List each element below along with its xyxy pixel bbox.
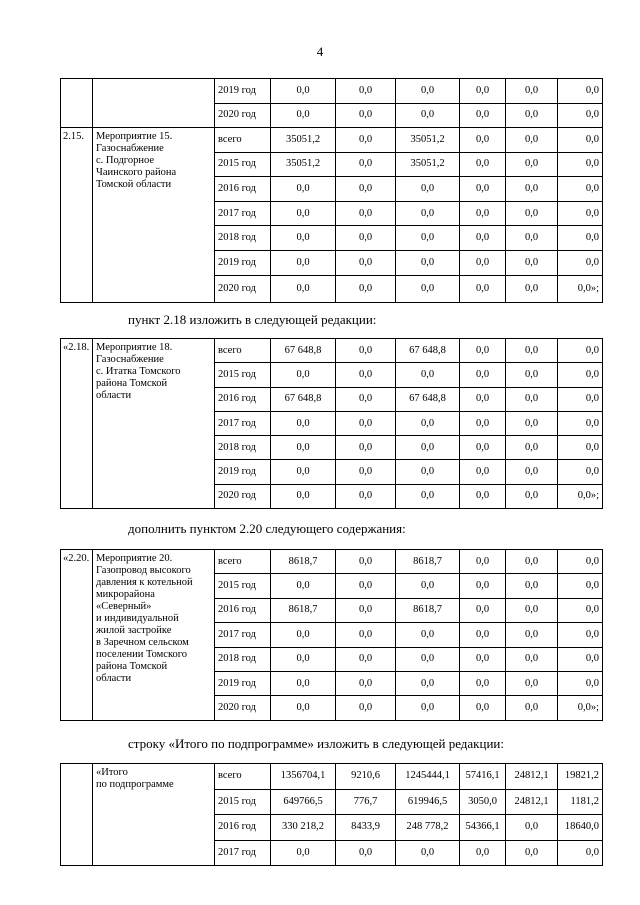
value-cell: 35051,2 bbox=[271, 128, 336, 153]
value-cell: 18640,0 bbox=[558, 815, 603, 841]
value-cell: 0,0 bbox=[396, 79, 460, 104]
period-label: 2019 год bbox=[215, 671, 271, 695]
value-cell: 0,0 bbox=[506, 574, 558, 598]
value-cell: 0,0 bbox=[271, 79, 336, 104]
value-cell: 0,0 bbox=[396, 460, 460, 484]
value-cell: 0,0 bbox=[460, 598, 506, 622]
value-cell: 0,0 bbox=[558, 460, 603, 484]
value-cell: 0,0 bbox=[271, 436, 336, 460]
value-cell: 0,0 bbox=[460, 363, 506, 387]
value-cell: 0,0 bbox=[336, 79, 396, 104]
item-code: 2.15. bbox=[61, 128, 93, 303]
item-name bbox=[93, 550, 215, 721]
value-cell: 0,0 bbox=[558, 177, 603, 202]
period-label: 2018 год bbox=[215, 436, 271, 460]
funding-table bbox=[60, 78, 603, 128]
value-cell: 0,0 bbox=[558, 201, 603, 226]
period-label: 2015 год bbox=[215, 574, 271, 598]
value-cell: 24812,1 bbox=[506, 789, 558, 815]
value-cell: 0,0 bbox=[336, 460, 396, 484]
period-label: 2016 год bbox=[215, 387, 271, 411]
table-row bbox=[61, 550, 603, 574]
value-cell: 0,0 bbox=[396, 623, 460, 647]
value-cell: 0,0 bbox=[396, 411, 460, 435]
value-cell: 0,0 bbox=[271, 411, 336, 435]
value-cell: 0,0 bbox=[558, 387, 603, 411]
value-cell: 0,0 bbox=[396, 201, 460, 226]
value-cell: 0,0 bbox=[506, 339, 558, 363]
value-cell: 0,0 bbox=[460, 201, 506, 226]
value-cell: 0,0 bbox=[336, 598, 396, 622]
value-cell: 0,0 bbox=[506, 152, 558, 177]
instruction-text: строку «Итого по подпрограмме» изложить в следующей редакции: bbox=[128, 736, 504, 751]
value-cell: 0,0 bbox=[558, 671, 603, 695]
value-cell: 0,0 bbox=[336, 363, 396, 387]
value-cell: 0,0 bbox=[506, 598, 558, 622]
period-label: 2017 год bbox=[215, 840, 271, 866]
period-label: 2017 год bbox=[215, 411, 271, 435]
value-cell: 0,0 bbox=[506, 275, 558, 303]
value-cell: 0,0 bbox=[460, 411, 506, 435]
value-cell: 0,0 bbox=[396, 647, 460, 671]
value-cell: 57416,1 bbox=[460, 764, 506, 790]
value-cell: 8618,7 bbox=[271, 598, 336, 622]
value-cell: 0,0 bbox=[460, 152, 506, 177]
period-label: 2018 год bbox=[215, 226, 271, 251]
value-cell: 0,0 bbox=[558, 840, 603, 866]
period-label: 2020 год bbox=[215, 103, 271, 128]
period-label: 2018 год bbox=[215, 647, 271, 671]
value-cell: 0,0 bbox=[336, 387, 396, 411]
value-cell: 0,0 bbox=[396, 484, 460, 508]
value-cell: 0,0 bbox=[460, 250, 506, 275]
value-cell: 0,0 bbox=[271, 840, 336, 866]
value-cell: 0,0 bbox=[558, 128, 603, 153]
value-cell: 0,0»; bbox=[558, 484, 603, 508]
item-name-line: Газопровод высокого bbox=[96, 565, 191, 576]
item-code: «2.20. bbox=[61, 550, 93, 721]
value-cell: 0,0 bbox=[460, 550, 506, 574]
period-label: 2020 год bbox=[215, 484, 271, 508]
value-cell: 649766,5 bbox=[271, 789, 336, 815]
value-cell: 0,0 bbox=[460, 574, 506, 598]
value-cell: 0,0 bbox=[506, 436, 558, 460]
value-cell: 0,0 bbox=[396, 840, 460, 866]
value-cell: 0,0 bbox=[396, 436, 460, 460]
period-label: 2019 год bbox=[215, 79, 271, 104]
table-row bbox=[61, 79, 603, 104]
item-code bbox=[61, 764, 93, 866]
value-cell: 0,0 bbox=[506, 128, 558, 153]
instruction-text: дополнить пунктом 2.20 следующего содержания: bbox=[128, 521, 406, 536]
value-cell: 0,0 bbox=[271, 647, 336, 671]
item-name bbox=[93, 79, 215, 128]
value-cell: 0,0 bbox=[336, 623, 396, 647]
item-name bbox=[93, 764, 215, 866]
value-cell: 0,0 bbox=[336, 574, 396, 598]
value-cell: 24812,1 bbox=[506, 764, 558, 790]
period-label: 2017 год bbox=[215, 201, 271, 226]
value-cell: 0,0 bbox=[558, 574, 603, 598]
item-name-line: Мероприятие 20. bbox=[96, 553, 173, 564]
item-name-line: района Томской bbox=[96, 378, 168, 389]
value-cell: 67 648,8 bbox=[396, 339, 460, 363]
value-cell: 8618,7 bbox=[396, 550, 460, 574]
value-cell: 0,0 bbox=[396, 363, 460, 387]
value-cell: 0,0 bbox=[460, 275, 506, 303]
item-name-line: Газоснабжение bbox=[96, 354, 164, 365]
value-cell: 0,0 bbox=[506, 460, 558, 484]
value-cell: 0,0 bbox=[396, 574, 460, 598]
value-cell: 0,0 bbox=[460, 436, 506, 460]
value-cell: 0,0 bbox=[396, 177, 460, 202]
value-cell: 54366,1 bbox=[460, 815, 506, 841]
value-cell: 0,0 bbox=[396, 671, 460, 695]
value-cell: 0,0 bbox=[460, 339, 506, 363]
value-cell: 0,0 bbox=[271, 201, 336, 226]
item-name-line: с. Подгорное bbox=[96, 155, 154, 166]
value-cell: 0,0 bbox=[271, 623, 336, 647]
item-name-line: «Северный» bbox=[96, 601, 152, 612]
value-cell: 0,0 bbox=[460, 128, 506, 153]
value-cell: 0,0 bbox=[336, 647, 396, 671]
value-cell: 0,0 bbox=[506, 840, 558, 866]
value-cell: 0,0 bbox=[558, 623, 603, 647]
value-cell: 619946,5 bbox=[396, 789, 460, 815]
value-cell: 0,0 bbox=[506, 79, 558, 104]
period-label: 2016 год bbox=[215, 598, 271, 622]
value-cell: 0,0 bbox=[396, 275, 460, 303]
period-label: 2016 год bbox=[215, 815, 271, 841]
item-name-line: с. Итатка Томского bbox=[96, 366, 181, 377]
period-label: всего bbox=[215, 764, 271, 790]
value-cell: 0,0 bbox=[460, 696, 506, 720]
value-cell: 35051,2 bbox=[396, 128, 460, 153]
value-cell: 0,0 bbox=[336, 550, 396, 574]
value-cell: 0,0 bbox=[506, 387, 558, 411]
value-cell: 0,0 bbox=[460, 103, 506, 128]
item-name-line: в Заречном сельском bbox=[96, 637, 189, 648]
item-name bbox=[93, 339, 215, 509]
table-row bbox=[61, 128, 603, 153]
value-cell: 1356704,1 bbox=[271, 764, 336, 790]
value-cell: 0,0 bbox=[336, 152, 396, 177]
value-cell: 0,0 bbox=[396, 103, 460, 128]
item-code: «2.18. bbox=[61, 339, 93, 509]
value-cell: 0,0 bbox=[271, 460, 336, 484]
value-cell: 0,0 bbox=[336, 275, 396, 303]
value-cell: 248 778,2 bbox=[396, 815, 460, 841]
value-cell: 8618,7 bbox=[396, 598, 460, 622]
value-cell: 776,7 bbox=[336, 789, 396, 815]
value-cell: 0,0»; bbox=[558, 696, 603, 720]
value-cell: 67 648,8 bbox=[396, 387, 460, 411]
period-label: всего bbox=[215, 550, 271, 574]
value-cell: 0,0 bbox=[506, 550, 558, 574]
item-name-line: поселении Томского bbox=[96, 649, 188, 660]
value-cell: 0,0»; bbox=[558, 275, 603, 303]
item-name-line: области bbox=[96, 390, 132, 401]
value-cell: 35051,2 bbox=[396, 152, 460, 177]
value-cell: 0,0 bbox=[558, 79, 603, 104]
value-cell: 3050,0 bbox=[460, 789, 506, 815]
value-cell: 19821,2 bbox=[558, 764, 603, 790]
value-cell: 0,0 bbox=[271, 484, 336, 508]
value-cell: 0,0 bbox=[271, 275, 336, 303]
period-label: 2019 год bbox=[215, 250, 271, 275]
value-cell: 0,0 bbox=[460, 387, 506, 411]
value-cell: 0,0 bbox=[336, 436, 396, 460]
value-cell: 0,0 bbox=[460, 177, 506, 202]
item-name-line: и индивидуальной bbox=[96, 613, 179, 624]
value-cell: 0,0 bbox=[506, 103, 558, 128]
period-label: 2020 год bbox=[215, 275, 271, 303]
value-cell: 1245444,1 bbox=[396, 764, 460, 790]
value-cell: 0,0 bbox=[336, 484, 396, 508]
value-cell: 0,0 bbox=[336, 226, 396, 251]
funding-table bbox=[60, 127, 603, 303]
period-label: 2015 год bbox=[215, 789, 271, 815]
item-name-line: жилой застройке bbox=[96, 625, 172, 636]
funding-table bbox=[60, 549, 603, 721]
item-code bbox=[61, 79, 93, 128]
value-cell: 0,0 bbox=[271, 671, 336, 695]
table-row bbox=[61, 339, 603, 363]
value-cell: 0,0 bbox=[336, 411, 396, 435]
item-name-line: Газоснабжение bbox=[96, 143, 164, 154]
value-cell: 0,0 bbox=[558, 250, 603, 275]
value-cell: 0,0 bbox=[336, 177, 396, 202]
period-label: 2019 год bbox=[215, 460, 271, 484]
value-cell: 0,0 bbox=[336, 339, 396, 363]
value-cell: 8433,9 bbox=[336, 815, 396, 841]
value-cell: 9210,6 bbox=[336, 764, 396, 790]
value-cell: 0,0 bbox=[336, 103, 396, 128]
value-cell: 0,0 bbox=[271, 103, 336, 128]
value-cell: 67 648,8 bbox=[271, 339, 336, 363]
period-label: 2017 год bbox=[215, 623, 271, 647]
value-cell: 0,0 bbox=[460, 671, 506, 695]
value-cell: 0,0 bbox=[460, 460, 506, 484]
item-name-line: давления к котельной bbox=[96, 577, 193, 588]
value-cell: 0,0 bbox=[396, 250, 460, 275]
item-name-line: микрорайона bbox=[96, 589, 155, 600]
item-name-line: Томской области bbox=[96, 179, 172, 190]
period-label: 2015 год bbox=[215, 363, 271, 387]
value-cell: 0,0 bbox=[271, 574, 336, 598]
item-name-line: области bbox=[96, 673, 132, 684]
value-cell: 0,0 bbox=[460, 647, 506, 671]
value-cell: 0,0 bbox=[336, 840, 396, 866]
value-cell: 0,0 bbox=[460, 623, 506, 647]
value-cell: 35051,2 bbox=[271, 152, 336, 177]
value-cell: 0,0 bbox=[558, 152, 603, 177]
period-label: 2020 год bbox=[215, 696, 271, 720]
value-cell: 0,0 bbox=[396, 696, 460, 720]
value-cell: 0,0 bbox=[271, 363, 336, 387]
value-cell: 0,0 bbox=[506, 363, 558, 387]
value-cell: 0,0 bbox=[558, 339, 603, 363]
value-cell: 0,0 bbox=[460, 484, 506, 508]
value-cell: 0,0 bbox=[460, 226, 506, 251]
value-cell: 0,0 bbox=[271, 250, 336, 275]
value-cell: 0,0 bbox=[506, 484, 558, 508]
value-cell: 0,0 bbox=[506, 411, 558, 435]
value-cell: 0,0 bbox=[506, 226, 558, 251]
value-cell: 0,0 bbox=[396, 226, 460, 251]
value-cell: 0,0 bbox=[336, 250, 396, 275]
period-label: всего bbox=[215, 128, 271, 153]
value-cell: 330 218,2 bbox=[271, 815, 336, 841]
value-cell: 0,0 bbox=[460, 840, 506, 866]
table-row bbox=[61, 764, 603, 790]
value-cell: 0,0 bbox=[271, 696, 336, 720]
item-name-line: по подпрограмме bbox=[96, 779, 174, 790]
value-cell: 0,0 bbox=[506, 201, 558, 226]
value-cell: 8618,7 bbox=[271, 550, 336, 574]
value-cell: 0,0 bbox=[506, 250, 558, 275]
value-cell: 0,0 bbox=[271, 177, 336, 202]
value-cell: 0,0 bbox=[336, 671, 396, 695]
funding-table bbox=[60, 763, 603, 866]
value-cell: 67 648,8 bbox=[271, 387, 336, 411]
value-cell: 0,0 bbox=[460, 79, 506, 104]
value-cell: 0,0 bbox=[271, 226, 336, 251]
value-cell: 0,0 bbox=[558, 411, 603, 435]
value-cell: 0,0 bbox=[336, 128, 396, 153]
funding-table bbox=[60, 338, 603, 509]
value-cell: 0,0 bbox=[558, 436, 603, 460]
value-cell: 0,0 bbox=[558, 226, 603, 251]
period-label: 2015 год bbox=[215, 152, 271, 177]
value-cell: 0,0 bbox=[506, 815, 558, 841]
value-cell: 0,0 bbox=[558, 103, 603, 128]
value-cell: 0,0 bbox=[558, 550, 603, 574]
value-cell: 0,0 bbox=[558, 363, 603, 387]
value-cell: 0,0 bbox=[506, 647, 558, 671]
item-name-line: района Томской bbox=[96, 661, 168, 672]
value-cell: 1181,2 bbox=[558, 789, 603, 815]
value-cell: 0,0 bbox=[506, 623, 558, 647]
item-name-line: Мероприятие 18. bbox=[96, 342, 173, 353]
value-cell: 0,0 bbox=[506, 696, 558, 720]
value-cell: 0,0 bbox=[506, 671, 558, 695]
value-cell: 0,0 bbox=[336, 696, 396, 720]
value-cell: 0,0 bbox=[506, 177, 558, 202]
value-cell: 0,0 bbox=[558, 598, 603, 622]
item-name-line: Мероприятие 15. bbox=[96, 131, 173, 142]
item-name bbox=[93, 128, 215, 303]
page-number: 4 bbox=[316, 44, 324, 59]
period-label: 2016 год bbox=[215, 177, 271, 202]
value-cell: 0,0 bbox=[558, 647, 603, 671]
value-cell: 0,0 bbox=[336, 201, 396, 226]
period-label: всего bbox=[215, 339, 271, 363]
item-name-line: «Итого bbox=[96, 767, 128, 778]
instruction-text: пункт 2.18 изложить в следующей редакции: bbox=[128, 312, 377, 327]
item-name-line: Чаинского района bbox=[96, 167, 177, 178]
